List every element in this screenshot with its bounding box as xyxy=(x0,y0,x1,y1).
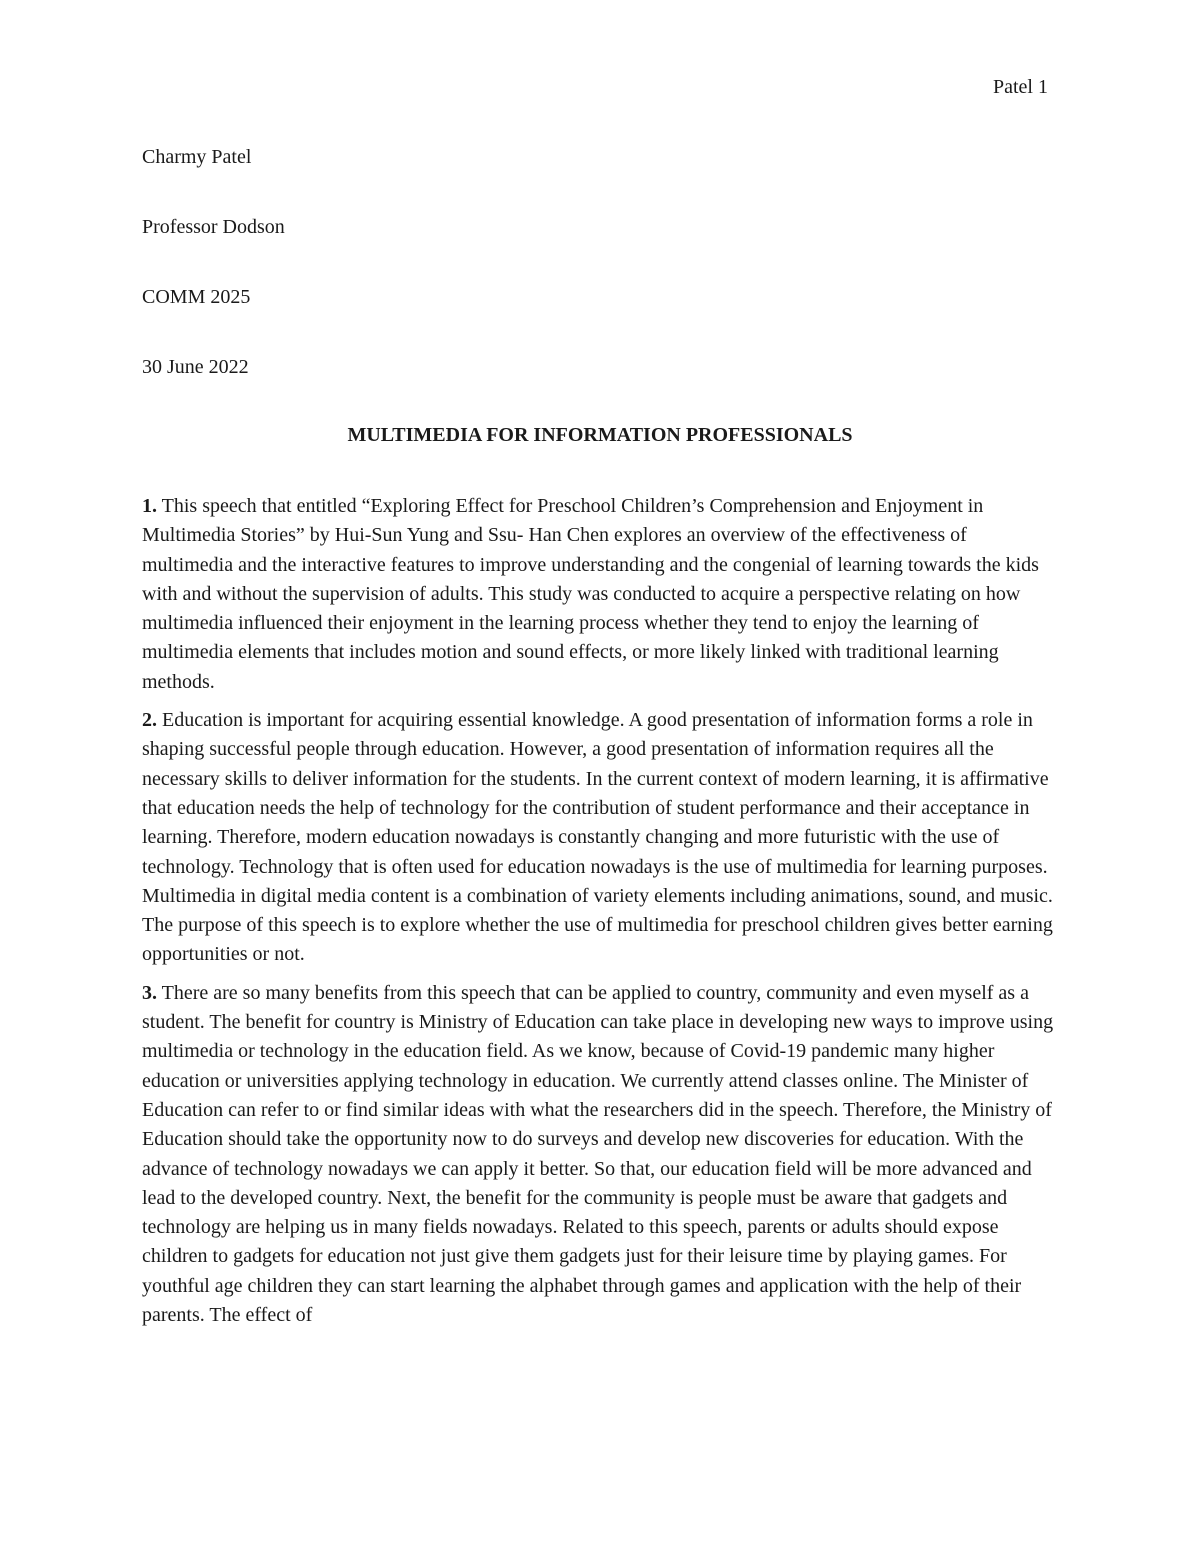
paragraph-text: There are so many benefits from this speech that can be applied to country, community and even myself as a student. The benefit for country is Ministry of Education can take place in developing new ways to improve using multimedia or technology in the education field. As we know, because of Covid-19 pandemic many higher education or universities applying technology in education. We currently attend classes online. The Minister of Education can refer to or find similar ideas with what the researchers did in the speech. Therefore, the Ministry of Education should take the opportunity now to do surveys and develop new discoveries for education. With the advance of technology nowadays we can apply it better. So that, our education field will be more advanced and lead to the developed country. Next, the benefit for the community is people must be aware that gadgets and technology are helping us in many fields nowadays. Related to this speech, parents or adults should expose children to gadgets for education not just give them gadgets just for their leisure time by playing games. For youthful age children they can start learning the alphabet through games and application with the help of their parents. The effect of xyxy=(142,981,1054,1327)
document-date: 30 June 2022 xyxy=(142,356,249,378)
paragraph-2 xyxy=(142,706,1062,970)
paragraph-text: Education is important for acquiring essential knowledge. A good presentation of information forms a role in shaping successful people through education. However, a good presentation of information requires all the necessary skills to deliver information for the students. In the current context of modern learning, it is affirmative that education needs the help of technology for the contribution of student performance and their acceptance in learning. Therefore, modern education nowadays is constantly changing and more futuristic with the use of technology. Technology that is often used for education nowadays is the use of multimedia for learning purposes. Multimedia in digital media content is a combination of variety elements including animations, sound, and music. The purpose of this speech is to explore whether the use of multimedia for preschool children gives better earning opportunities or not. xyxy=(142,709,1053,966)
paragraph-1 xyxy=(142,492,1062,697)
paragraph-number: 3. xyxy=(142,981,157,1004)
paragraph-number: 2. xyxy=(142,709,157,732)
document-title: MULTIMEDIA FOR INFORMATION PROFESSIONALS xyxy=(347,424,853,446)
paragraph-number: 1. xyxy=(142,495,157,517)
mla-heading xyxy=(142,143,1058,423)
page-header-number: Patel 1 xyxy=(993,76,1048,98)
student-name: Charmy Patel xyxy=(142,146,252,168)
professor-name: Professor Dodson xyxy=(142,216,285,238)
paragraph-3 xyxy=(142,979,1062,1331)
document-body xyxy=(142,492,1062,1339)
paragraph-text: This speech that entitled “Exploring Effect for Preschool Children’s Comprehension and Enjoyment in Multimedia Stories” by Hui-Sun Yung and Ssu- Han Chen explores an overview of the effectiveness of multimedia and the interactive features to improve understanding and the congenial of learning towards the kids with and without the supervision of adults. This study was conducted to acquire a perspective relating on how multimedia influenced their enjoyment in the learning process whether they tend to enjoy the learning of multimedia elements that includes motion and sound effects, or more likely linked with traditional learning methods. xyxy=(142,495,1039,693)
course-code: COMM 2025 xyxy=(142,286,251,308)
